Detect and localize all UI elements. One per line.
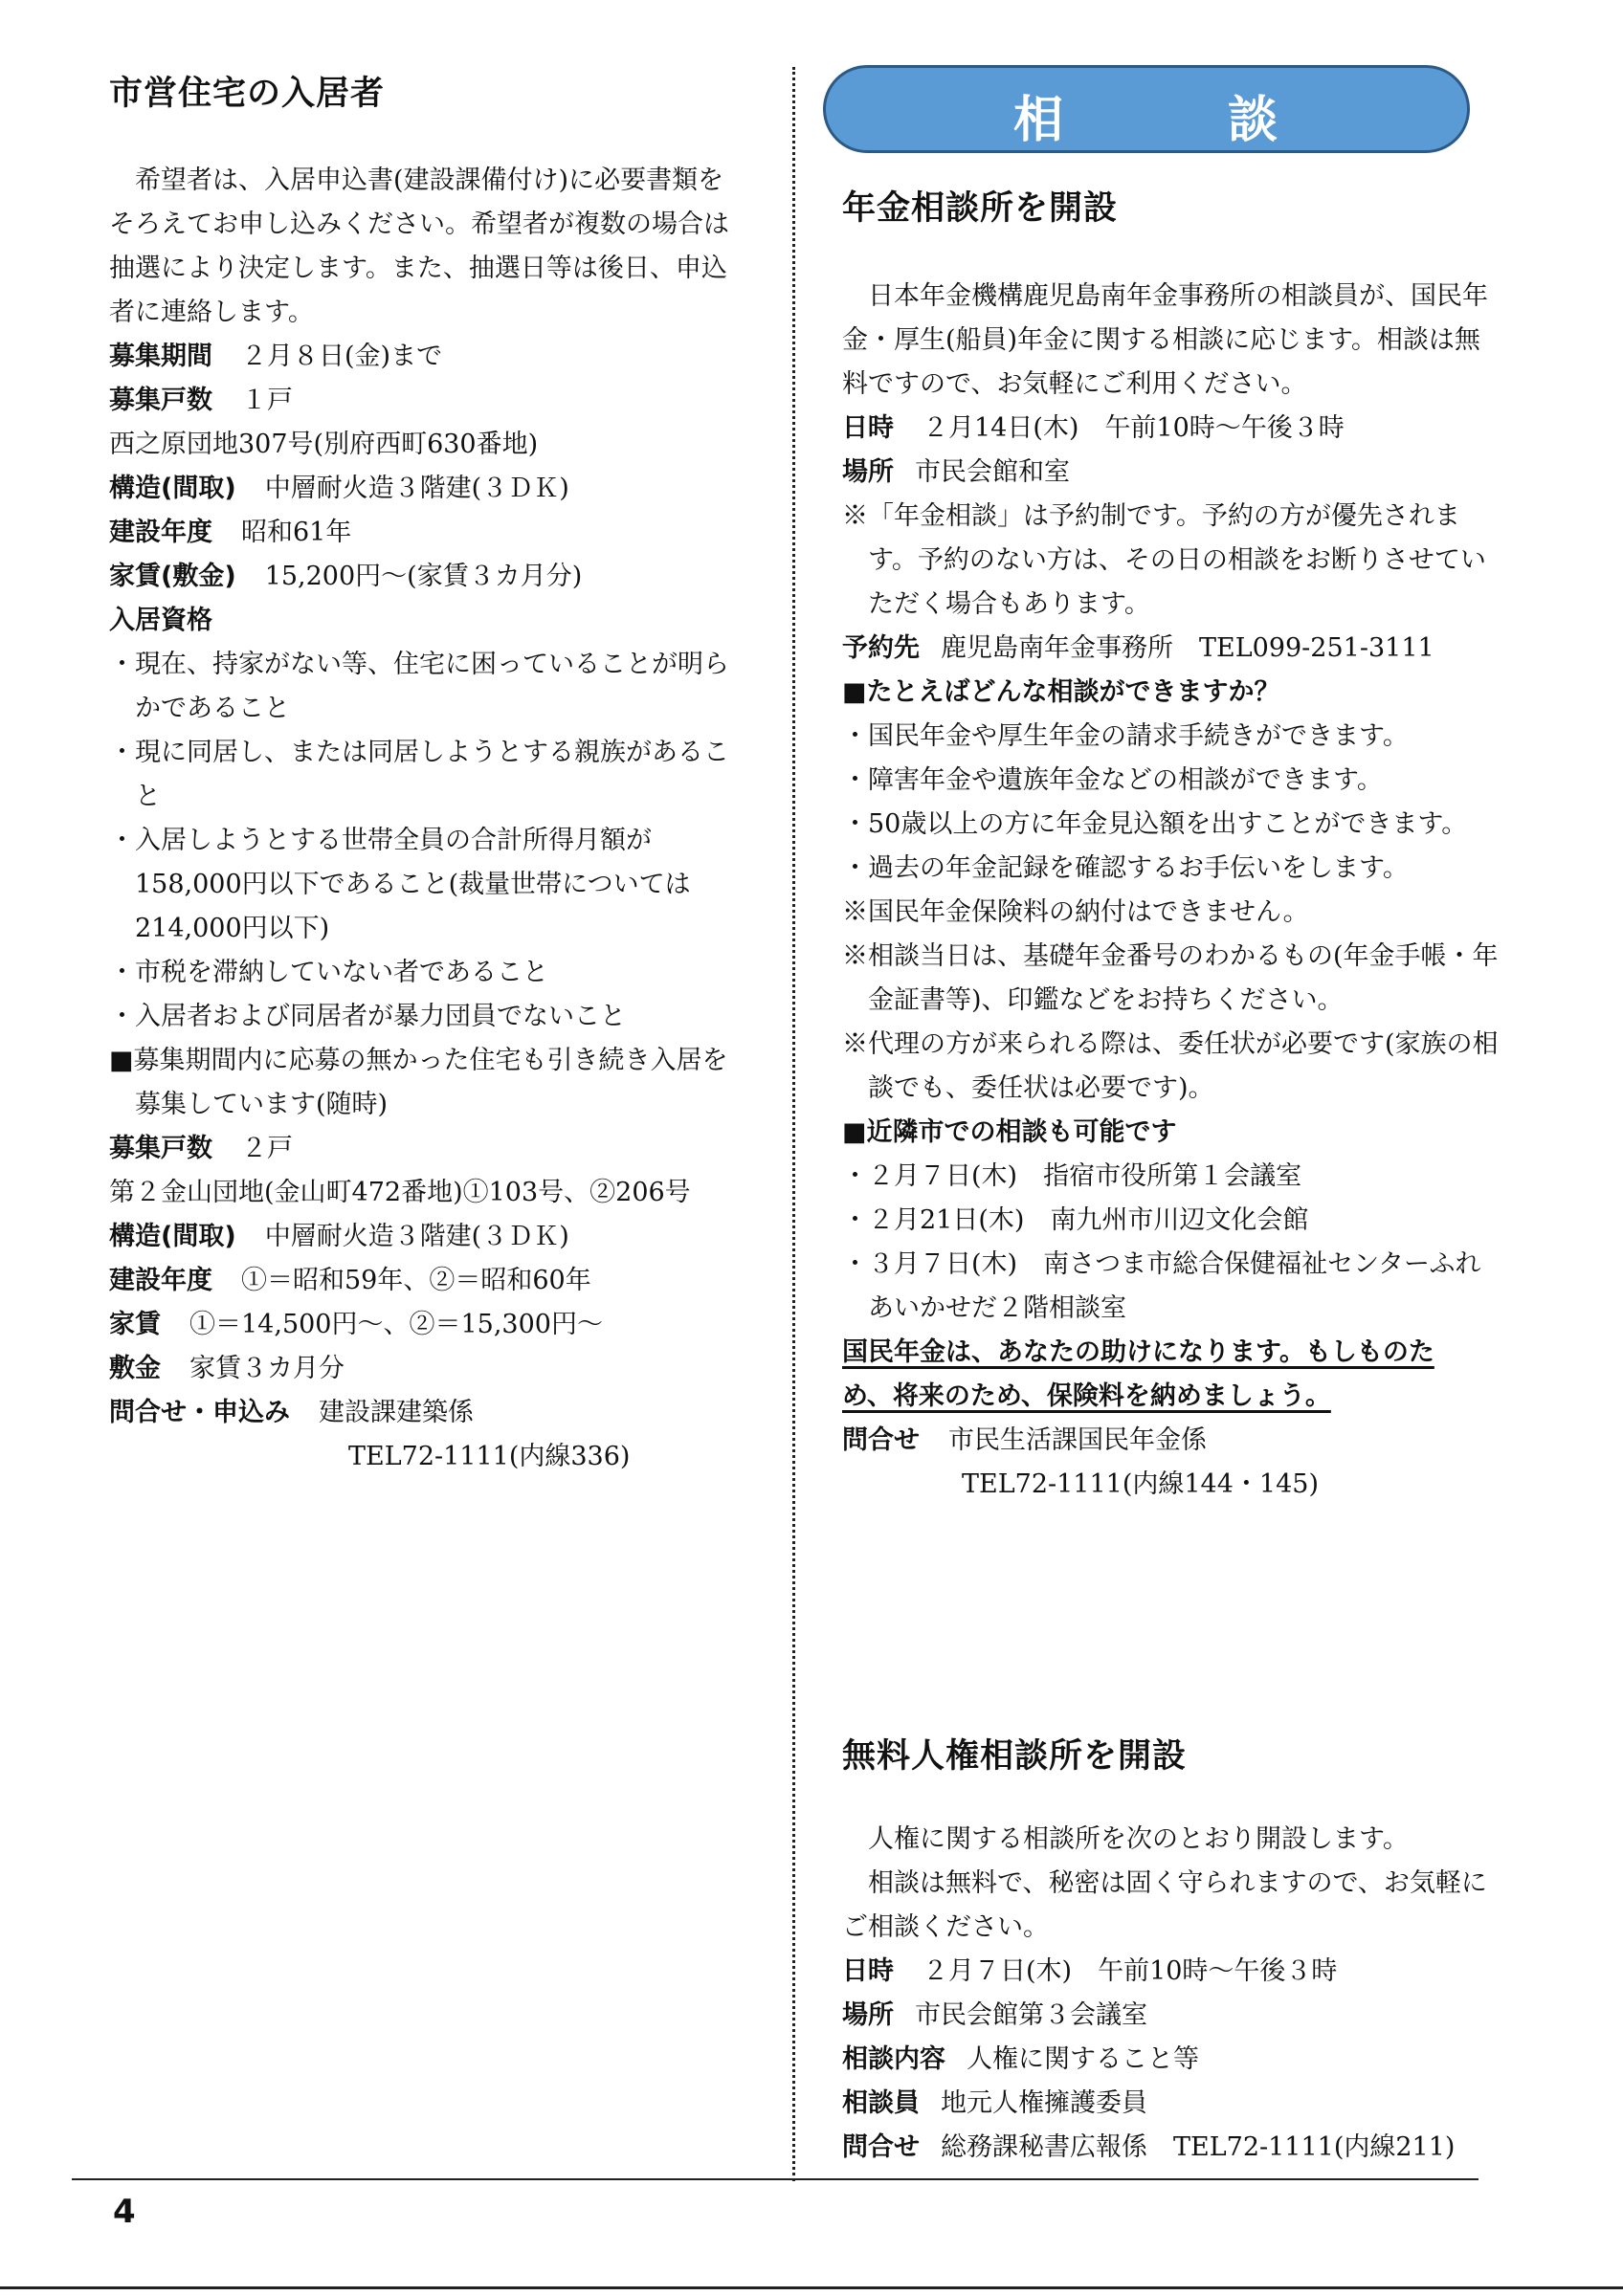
qual-item: ・市税を滞納していない者であること [109, 958, 548, 987]
rights-staff-label: 相談員 [842, 2088, 920, 2118]
rent2-row [109, 1303, 745, 1347]
pension-intro: 日本年金機構鹿児島南年金事務所の相談員が、国民年金・厚生(船員)年金に関する相談に応じます。相談は無料ですので、お気軽にご利用ください。 [842, 281, 1488, 399]
pension-place-value: 市民会館和室 [915, 457, 1070, 487]
units2-value: ２戸 [241, 1134, 293, 1163]
column-divider [792, 67, 795, 2181]
rights-intro-2: 相談は無料で、秘密は固く守られますので、お気軽にご相談ください。 [842, 1868, 1487, 1942]
rights-date-row [842, 1950, 1502, 1994]
rights-contact-row [842, 2126, 1502, 2170]
pension-note: ※代理の方が来られる際は、委任状が必要です(家族の相談でも、委任状は必要です)。 [842, 1029, 1499, 1103]
built-row [109, 511, 745, 555]
rent2-value: ①＝14,500円～、②＝15,300円～ [189, 1310, 603, 1339]
qual-item: ・現在、持家がない等、住宅に困っていることが明らかであること [109, 650, 729, 723]
qual-item: ・入居者および同居者が暴力団員でないこと [109, 1002, 626, 1031]
rights-staff-value: 地元人権擁護委員 [941, 2088, 1147, 2118]
period-row [109, 335, 745, 379]
structure2-row [109, 1215, 745, 1259]
pension-contact-label: 問合せ [842, 1425, 920, 1455]
footer-rule [0, 2286, 1623, 2289]
housing-contact-row [109, 1391, 745, 1435]
structure2-label: 構造(間取) [109, 1222, 236, 1251]
qual-item: ・入居しようとする世帯全員の合計所得月額が158,000円以下であること(裁量世帯については214,000円以下) [109, 826, 691, 943]
structure-row [109, 467, 745, 511]
units2-label: 募集戸数 [109, 1134, 212, 1163]
location2-row: 第２金山団地(金山町472番地)①103号、②206号 [109, 1178, 691, 1207]
nearby-item: ・２月７日(木) 指宿市役所第１会議室 [842, 1161, 1302, 1191]
rent-label: 家賃(敷金) [109, 562, 236, 591]
example-item: ・過去の年金記録を確認するお手伝いをします。 [842, 853, 1409, 883]
rights-date-label: 日時 [842, 1956, 894, 1986]
rights-staff-row [842, 2082, 1502, 2126]
qual-heading [109, 599, 745, 643]
ongoing-notice: ■募集期間内に応募の無かった住宅も引き続き入居を募集しています(随時) [109, 1046, 728, 1119]
rent-value: 15,200円～(家賃３カ月分) [264, 562, 583, 591]
rights-date-value: ２月７日(木) 午前10時～午後３時 [923, 1956, 1338, 1986]
deposit-value: 家賃３カ月分 [189, 1354, 345, 1383]
consultation-banner [823, 65, 1470, 153]
units-value: １戸 [241, 386, 293, 415]
deposit-row [109, 1347, 745, 1391]
location-row: 西之原団地307号(別府西町630番地) [109, 430, 539, 459]
rights-body [842, 1818, 1502, 2170]
booking-label: 予約先 [842, 633, 920, 663]
example-item: ・障害年金や遺族年金などの相談ができます。 [842, 765, 1383, 795]
pension-date-label: 日時 [842, 413, 894, 443]
rights-content-row [842, 2038, 1502, 2082]
rights-intro-1: 人権に関する相談所を次のとおり開設します。 [868, 1824, 1409, 1854]
rights-content-label: 相談内容 [842, 2044, 945, 2074]
rights-content-value: 人権に関すること等 [967, 2044, 1199, 2074]
rights-contact-label: 問合せ [842, 2132, 920, 2162]
banner-char-1: 相 [1013, 92, 1064, 149]
built-label: 建設年度 [109, 518, 212, 547]
housing-intro: 希望者は、入居申込書(建設課備付け)に必要書類をそろえてお申し込みください。希望者が複数の場合は抽選により決定します。また、抽選日等は後日、申込者に連絡します。 [109, 166, 729, 327]
slogan-wrap [842, 1331, 1474, 1419]
nearby-item: ・２月21日(木) 南九州市川辺文化会館 [842, 1205, 1309, 1235]
nearby-item: ・３月７日(木) 南さつま市総合保健福祉センターふれあいかせだ２階相談室 [842, 1249, 1481, 1323]
rights-place-value: 市民会館第３会議室 [915, 2000, 1147, 2030]
rights-place-label: 場所 [842, 2000, 894, 2030]
page-number: 4 [113, 2193, 136, 2231]
pension-contact-tel: TEL72-1111(内線144・145) [962, 1469, 1319, 1499]
built2-value: ①＝昭和59年、②＝昭和60年 [241, 1266, 591, 1295]
pension-date-value: ２月14日(木) 午前10時～午後３時 [923, 413, 1345, 443]
built-value: 昭和61年 [241, 518, 352, 547]
housing-body [109, 159, 745, 1479]
pension-contact-row [842, 1419, 1502, 1463]
pension-note: ※国民年金保険料の納付はできません。 [842, 897, 1309, 927]
housing-contact-label: 問合せ・申込み [109, 1398, 290, 1427]
qual-item: ・現に同居し、または同居しようとする親族があること [109, 738, 729, 811]
bottom-rule [72, 2178, 1478, 2180]
banner-char-2: 談 [1228, 92, 1278, 149]
rights-title: 無料人権相談所を開設 [842, 1737, 1188, 1776]
pension-place-label: 場所 [842, 457, 894, 487]
booking-value: 鹿児島南年金事務所 TEL099-251-3111 [941, 633, 1434, 663]
housing-title: 市営住宅の入居者 [109, 75, 386, 113]
pension-place-row [842, 451, 1502, 495]
pension-note: ※相談当日は、基礎年金番号のわかるもの(年金手帳・年金証書等)、印鑑などをお持ちください。 [842, 941, 1499, 1015]
housing-contact-tel: TEL72-1111(内線336) [348, 1442, 631, 1471]
built2-label: 建設年度 [109, 1266, 212, 1295]
examples-heading: ■たとえばどんな相談ができますか？ [842, 677, 1280, 707]
pension-title: 年金相談所を開設 [842, 189, 1119, 228]
nearby-heading: ■近隣市での相談も可能です [842, 1117, 1177, 1147]
housing-contact-value: 建設課建築係 [319, 1398, 474, 1427]
qual-label: 入居資格 [109, 606, 212, 635]
built2-row [109, 1259, 745, 1303]
units2-row [109, 1127, 745, 1171]
pension-contact-value: 市民生活課国民年金係 [948, 1425, 1207, 1455]
rights-place-row [842, 1994, 1502, 2038]
pension-date-row [842, 407, 1502, 451]
structure-value: 中層耐火造３階建(３ＤＫ) [264, 474, 569, 503]
example-item: ・国民年金や厚生年金の請求手続きができます。 [842, 721, 1409, 751]
period-label: 募集期間 [109, 342, 212, 371]
rent2-label: 家賃 [109, 1310, 161, 1339]
pension-slogan: 国民年金は、あなたの助けになります。もしものため、将来のため、保険料を納めましょう。 [842, 1337, 1434, 1411]
example-item: ・50歳以上の方に年金見込額を出すことができます。 [842, 809, 1468, 839]
units-label: 募集戸数 [109, 386, 212, 415]
period-value: ２月８日(金)まで [241, 342, 443, 371]
booking-row [842, 627, 1502, 671]
rights-contact-value: 総務課秘書広報係 TEL72-1111(内線211) [941, 2132, 1456, 2162]
units-row [109, 379, 745, 423]
structure-label: 構造(間取) [109, 474, 236, 503]
pension-body [842, 275, 1502, 1507]
structure2-value: 中層耐火造３階建(３ＤＫ) [264, 1222, 569, 1251]
deposit-label: 敷金 [109, 1354, 161, 1383]
reservation-note: ※「年金相談」は予約制です。予約の方が優先されます。予約のない方は、その日の相談をお断りさせていただく場合もあります。 [842, 501, 1486, 619]
rent-row [109, 555, 745, 599]
